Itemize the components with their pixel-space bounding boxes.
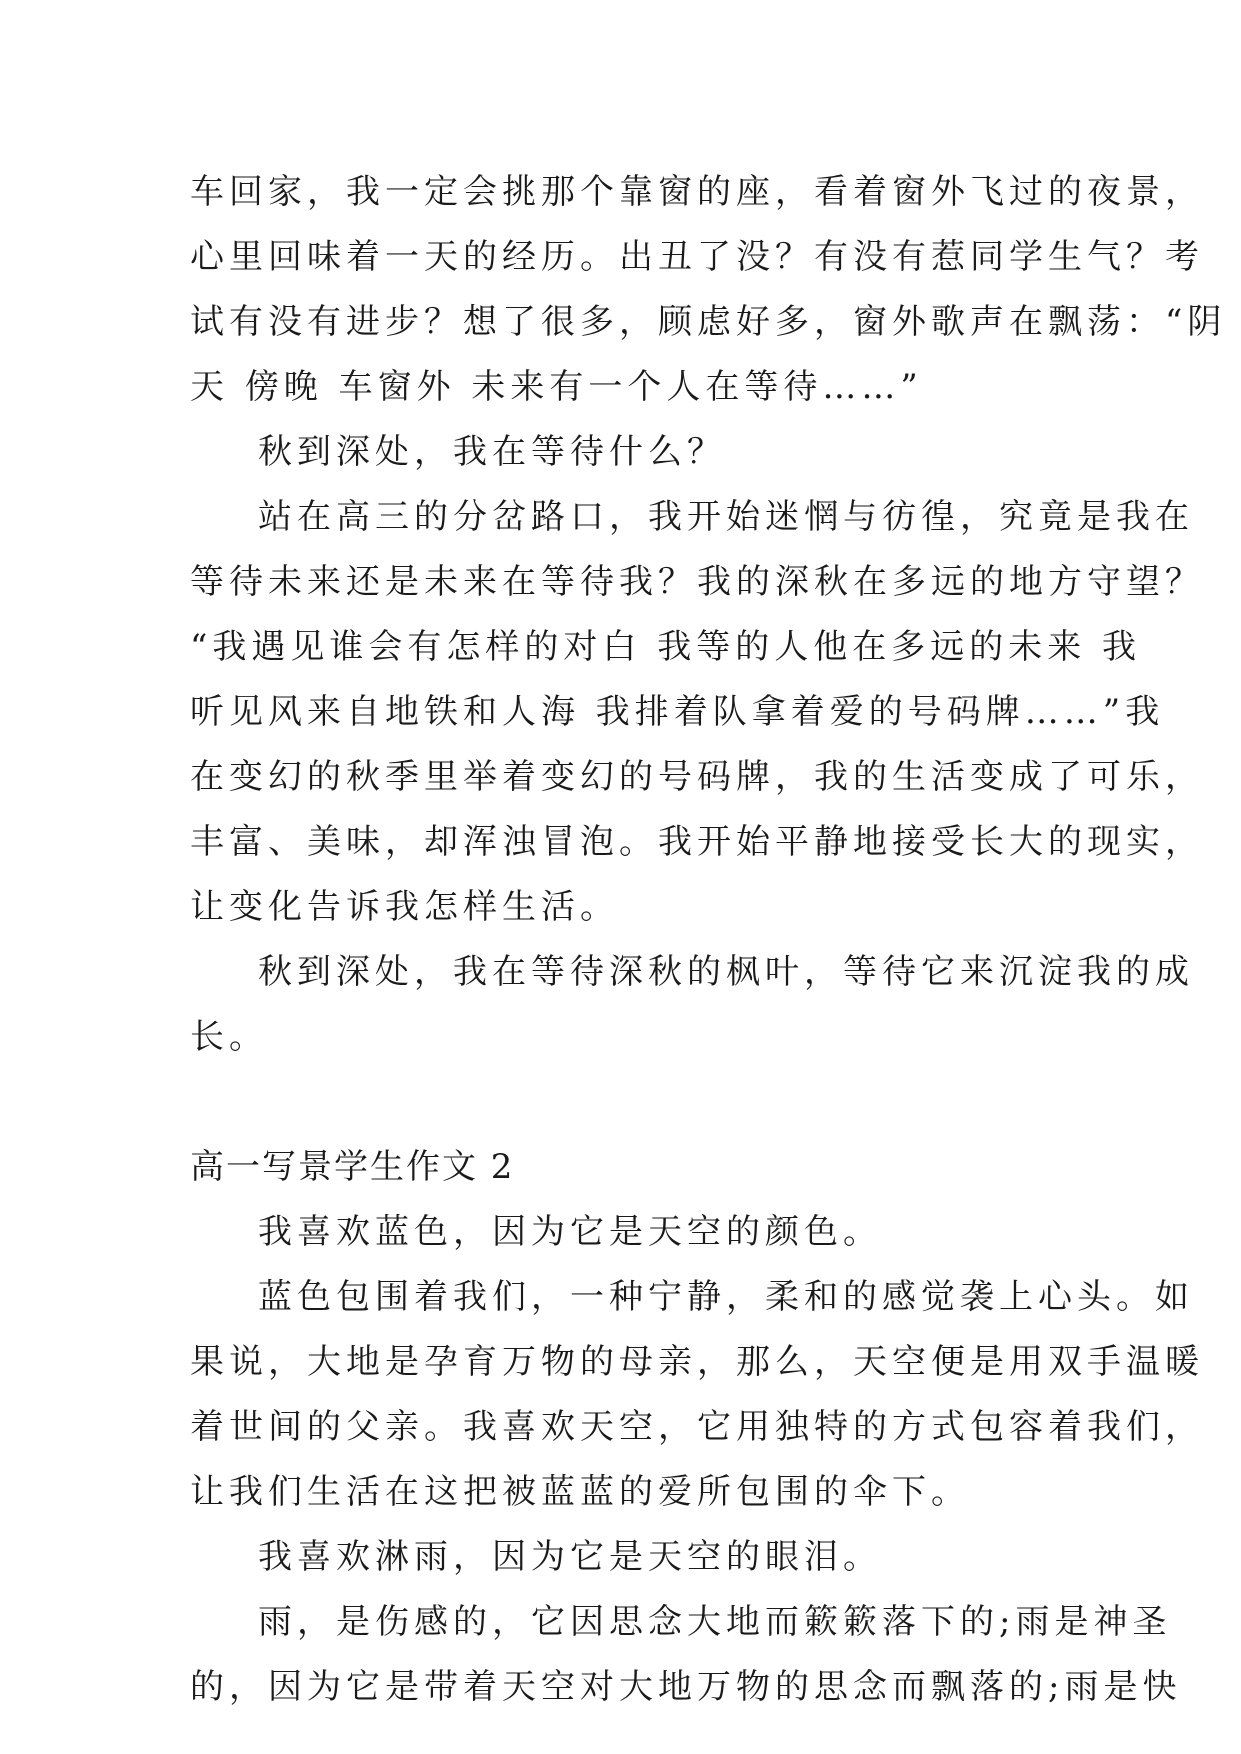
section-spacer — [190, 1070, 1070, 1135]
paragraph-line: 在变幻的秋季里举着变幻的号码牌，我的生活变成了可乐， — [190, 757, 1204, 797]
paragraph-line: 试有没有进步？想了很多，顾虑好多，窗外歌声在飘荡：“阴 — [190, 302, 1227, 342]
paragraph-line: 蓝色包围着我们，一种宁静，柔和的感觉袭上心头。如 — [258, 1277, 1194, 1317]
paragraph-line: 秋到深处，我在等待什么？ — [258, 432, 726, 472]
paragraph-line: 让我们生活在这把被蓝蓝的爱所包围的伞下。 — [190, 1472, 970, 1512]
paragraph-line: 我喜欢蓝色，因为它是天空的颜色。 — [258, 1212, 882, 1252]
paragraph-line: “我遇见谁会有怎样的对白 我等的人他在多远的未来 我 — [190, 627, 1141, 667]
document-body — [190, 160, 1227, 1720]
section-heading: 高一写景学生作文 2 — [190, 1147, 515, 1187]
paragraph-line: 长。 — [190, 1017, 268, 1057]
paragraph-line: 果说，大地是孕育万物的母亲，那么，天空便是用双手温暖 — [190, 1342, 1204, 1382]
paragraph-line: 秋到深处，我在等待深秋的枫叶，等待它来沉淀我的成 — [258, 952, 1194, 992]
paragraph-line: 丰富、美味，却浑浊冒泡。我开始平静地接受长大的现实， — [190, 822, 1204, 862]
paragraph-line: 让变化告诉我怎样生活。 — [190, 887, 619, 927]
paragraph-line: 等待未来还是未来在等待我？我的深秋在多远的地方守望？ — [190, 562, 1204, 602]
paragraph-line: 站在高三的分岔路口，我开始迷惘与彷徨，究竟是我在 — [258, 497, 1194, 537]
paragraph-line: 着世间的父亲。我喜欢天空，它用独特的方式包容着我们， — [190, 1407, 1204, 1447]
paragraph-line: 心里回味着一天的经历。出丑了没？有没有惹同学生气？考 — [190, 237, 1204, 277]
paragraph-line: 雨，是伤感的，它因思念大地而簌簌落下的;雨是神圣 — [258, 1602, 1172, 1642]
paragraph-line: 听见风来自地铁和人海 我排着队拿着爱的号码牌……”我 — [190, 692, 1165, 732]
paragraph-line: 天 傍晚 车窗外 未来有一个人在等待……” — [190, 367, 923, 407]
paragraph-line: 的，因为它是带着天空对大地万物的思念而飘落的;雨是快 — [190, 1667, 1182, 1707]
paragraph-line: 我喜欢淋雨，因为它是天空的眼泪。 — [258, 1537, 882, 1577]
paragraph-line: 车回家，我一定会挑那个靠窗的座，看着窗外飞过的夜景， — [190, 172, 1204, 212]
